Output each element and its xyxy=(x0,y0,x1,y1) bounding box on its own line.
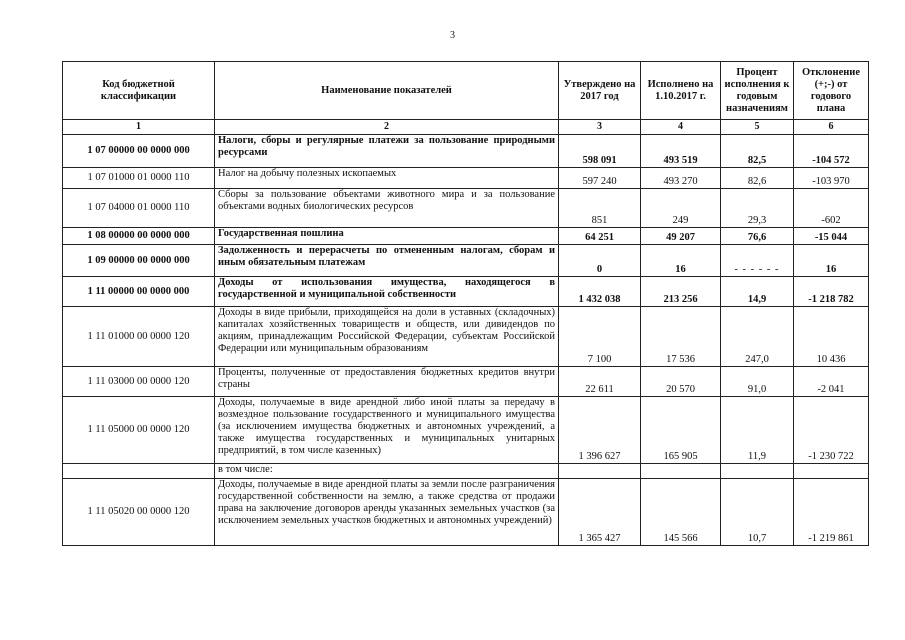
row-executed: 249 xyxy=(641,189,721,228)
row-code: 1 11 01000 00 0000 120 xyxy=(63,307,215,367)
table-row xyxy=(63,479,869,546)
table-row xyxy=(63,367,869,397)
column-number: 1 xyxy=(63,120,215,135)
row-deviation: -2 041 xyxy=(794,367,869,397)
row-percent xyxy=(721,464,794,479)
row-executed: 213 256 xyxy=(641,277,721,307)
table-row xyxy=(63,397,869,464)
row-deviation: -103 970 xyxy=(794,168,869,189)
row-code: 1 11 05020 00 0000 120 xyxy=(63,479,215,546)
row-deviation: -15 044 xyxy=(794,228,869,245)
header-name: Наименование показателей xyxy=(215,62,559,120)
row-code: 1 08 00000 00 0000 000 xyxy=(63,228,215,245)
row-deviation: -104 572 xyxy=(794,135,869,168)
row-percent: 82,5 xyxy=(721,135,794,168)
row-deviation: -1 218 782 xyxy=(794,277,869,307)
row-name: Доходы в виде прибыли, приходящейся на доли в уставных (складочных) капиталах хозяйственных товариществ и обществ, или дивидендов по акциям, принадлежащим Российской Федерации, субъектам Российской Федерации или муниципальным образованиям xyxy=(215,307,559,367)
row-approved: 22 611 xyxy=(559,367,641,397)
page-number: 3 xyxy=(450,30,455,41)
row-name: Доходы, получаемые в виде арендной либо иной платы за передачу в возмездное пользование государственного и муниципального имущества (за исключением имущества бюджетных и автономных учреждений, а также имущества государственных и муниципальных унитарных предприятий, в том числе казенных) xyxy=(215,397,559,464)
row-name: Проценты, полученные от предоставления бюджетных кредитов внутри страны xyxy=(215,367,559,397)
row-approved: 64 251 xyxy=(559,228,641,245)
row-name: Налог на добычу полезных ископаемых xyxy=(215,168,559,189)
row-code: 1 11 00000 00 0000 000 xyxy=(63,277,215,307)
row-deviation: -602 xyxy=(794,189,869,228)
row-code: 1 09 00000 00 0000 000 xyxy=(63,245,215,277)
row-approved: 1 432 038 xyxy=(559,277,641,307)
row-code: 1 07 00000 00 0000 000 xyxy=(63,135,215,168)
table-row xyxy=(63,135,869,168)
row-percent: 29,3 xyxy=(721,189,794,228)
table-row xyxy=(63,464,869,479)
row-executed: 493 519 xyxy=(641,135,721,168)
column-number: 3 xyxy=(559,120,641,135)
header-approved: Утверждено на 2017 год xyxy=(559,62,641,120)
column-number: 5 xyxy=(721,120,794,135)
row-percent: 10,7 xyxy=(721,479,794,546)
row-executed: 16 xyxy=(641,245,721,277)
dash-placeholder: - - - - - - xyxy=(734,264,780,275)
row-executed: 165 905 xyxy=(641,397,721,464)
table-row xyxy=(63,245,869,277)
table-row xyxy=(63,168,869,189)
row-executed xyxy=(641,464,721,479)
budget-execution-table xyxy=(62,61,869,546)
row-percent: 91,0 xyxy=(721,367,794,397)
row-name: Государственная пошлина xyxy=(215,228,559,245)
row-name: Сборы за пользование объектами животного мира и за пользование объектами водных биологических ресурсов xyxy=(215,189,559,228)
row-code: 1 07 04000 01 0000 110 xyxy=(63,189,215,228)
column-number: 4 xyxy=(641,120,721,135)
row-percent: 11,9 xyxy=(721,397,794,464)
column-number-row xyxy=(63,120,869,135)
column-number: 2 xyxy=(215,120,559,135)
row-code: 1 07 01000 01 0000 110 xyxy=(63,168,215,189)
header-deviation: Отклонение (+;-) от годового плана xyxy=(794,62,869,120)
row-percent: 14,9 xyxy=(721,277,794,307)
table-row xyxy=(63,277,869,307)
row-approved: 598 091 xyxy=(559,135,641,168)
row-name: Доходы, получаемые в виде арендной платы за земли после разграничения государственной собственности на землю, а также средства от продажи права на заключение договоров аренды указанных земельных участков (за исключением земельных участков бюджетных и автономных учреждений) xyxy=(215,479,559,546)
table-row xyxy=(63,228,869,245)
row-approved: 1 396 627 xyxy=(559,397,641,464)
row-executed: 145 566 xyxy=(641,479,721,546)
header-executed: Исполнено на 1.10.2017 г. xyxy=(641,62,721,120)
row-code xyxy=(63,464,215,479)
row-percent: 76,6 xyxy=(721,228,794,245)
row-code: 1 11 03000 00 0000 120 xyxy=(63,367,215,397)
row-approved: 7 100 xyxy=(559,307,641,367)
row-name: Задолженность и перерасчеты по отмененным налогам, сборам и иным обязательным платежам xyxy=(215,245,559,277)
row-executed: 493 270 xyxy=(641,168,721,189)
header-code: Код бюджетной классификации xyxy=(63,62,215,120)
row-code: 1 11 05000 00 0000 120 xyxy=(63,397,215,464)
row-deviation: 10 436 xyxy=(794,307,869,367)
row-deviation: -1 219 861 xyxy=(794,479,869,546)
row-name: в том числе: xyxy=(215,464,559,479)
table-row xyxy=(63,189,869,228)
row-name: Доходы от использования имущества, находящегося в государственной и муниципальной собственности xyxy=(215,277,559,307)
row-approved: 597 240 xyxy=(559,168,641,189)
table-row xyxy=(63,307,869,367)
row-deviation: 16 xyxy=(794,245,869,277)
row-percent xyxy=(721,245,794,277)
row-approved: 1 365 427 xyxy=(559,479,641,546)
row-deviation xyxy=(794,464,869,479)
header-percent: Процент исполнения к годовым назначениям xyxy=(721,62,794,120)
row-deviation: -1 230 722 xyxy=(794,397,869,464)
row-executed: 17 536 xyxy=(641,307,721,367)
row-approved: 851 xyxy=(559,189,641,228)
row-executed: 20 570 xyxy=(641,367,721,397)
column-number: 6 xyxy=(794,120,869,135)
row-percent: 247,0 xyxy=(721,307,794,367)
row-approved xyxy=(559,464,641,479)
table-header-row xyxy=(63,62,869,120)
row-percent: 82,6 xyxy=(721,168,794,189)
row-executed: 49 207 xyxy=(641,228,721,245)
row-name: Налоги, сборы и регулярные платежи за пользование природными ресурсами xyxy=(215,135,559,168)
row-approved: 0 xyxy=(559,245,641,277)
